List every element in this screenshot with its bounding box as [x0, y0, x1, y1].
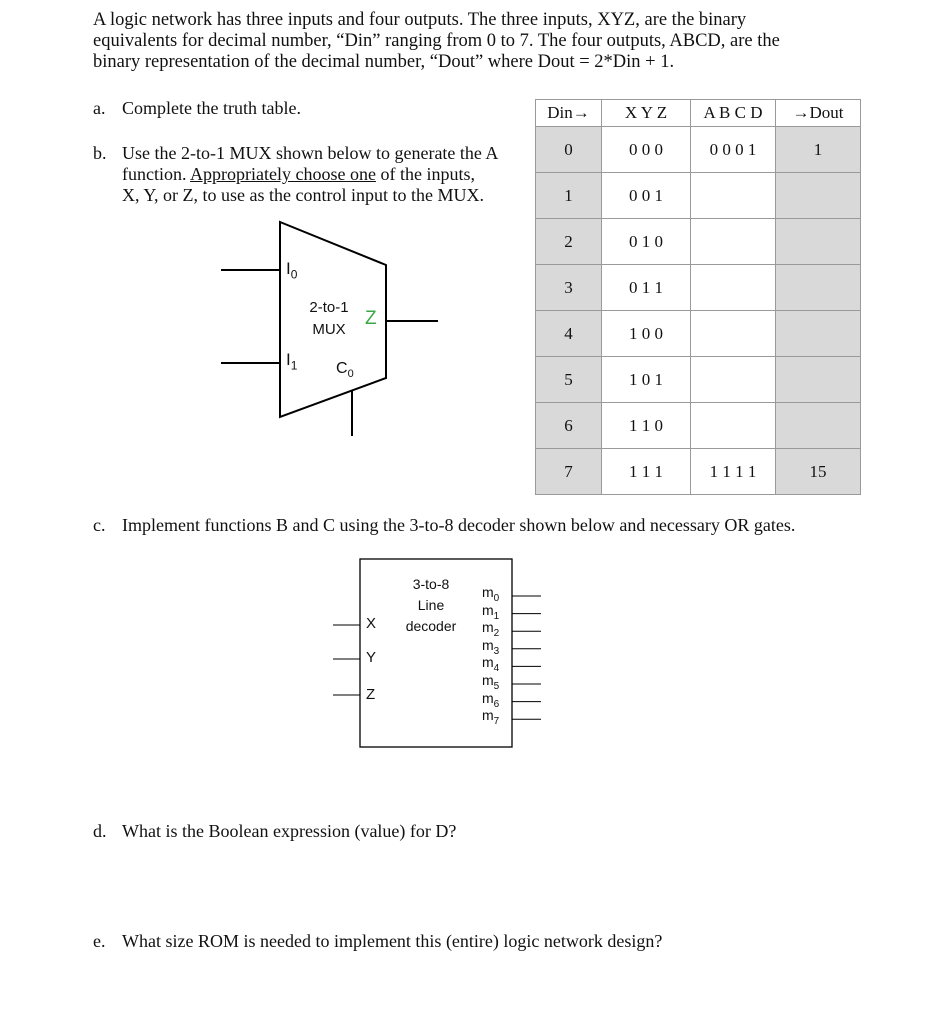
- cell-abcd: [691, 311, 776, 357]
- intro-line-3: binary representation of the decimal number, “Dout” where Dout = 2*Din + 1.: [93, 52, 675, 72]
- mux-control-label: $C_0$: [336, 360, 354, 381]
- mux-input-1-label: $I_1$: [286, 350, 298, 373]
- decoder-output-prefix: m: [482, 584, 494, 600]
- decoder-output-prefix: m: [482, 672, 494, 688]
- decoder-input-z-label: Z: [366, 686, 376, 703]
- cell-din: 5: [536, 357, 602, 403]
- decoder-output-prefix: m: [482, 689, 494, 706]
- decoder-output-index: 2: [493, 627, 500, 639]
- question-b: [93, 143, 498, 206]
- mux-title: 2-to-1 MUX: [309, 299, 349, 338]
- truth-table: [535, 99, 861, 495]
- cell-xyz: 1 1 1: [602, 449, 691, 495]
- question-d-text: What is the Boolean expression (value) for D?: [122, 821, 457, 841]
- cell-dout: [776, 311, 861, 357]
- question-d-label: d.: [93, 821, 107, 841]
- decoder-output-prefix: m: [482, 654, 494, 671]
- decoder-input-y-label: Y: [366, 649, 377, 666]
- mux-input-0-label: $I_0$: [286, 259, 298, 282]
- cell-xyz: 0 0 0: [602, 127, 691, 173]
- table-row: [536, 127, 861, 173]
- cell-abcd: 0 0 0 1: [691, 127, 776, 173]
- decoder-output-index: 1: [493, 610, 500, 622]
- decoder-output-index: 7: [493, 715, 500, 727]
- table-row: [536, 311, 861, 357]
- cell-dout: [776, 173, 861, 219]
- question-e-text: What size ROM is needed to implement this (entire) logic network design?: [122, 931, 663, 951]
- decoder-output-prefix: m: [482, 707, 494, 724]
- cell-dout: [776, 403, 861, 449]
- cell-din: 4: [536, 311, 602, 357]
- question-e: [93, 931, 662, 952]
- cell-abcd: [691, 265, 776, 311]
- decoder-output-index: 6: [493, 698, 500, 710]
- question-b-line-2-pre: function.: [122, 164, 190, 184]
- question-c: [93, 515, 795, 536]
- cell-din: 2: [536, 219, 602, 265]
- question-a: [93, 98, 301, 119]
- decoder-output-label: [482, 707, 499, 727]
- decoder-output-prefix: m: [482, 601, 494, 618]
- header-dout: →Dout: [776, 100, 861, 127]
- intro-paragraph: [93, 10, 853, 73]
- decoder-output-index: 5: [493, 680, 500, 692]
- cell-dout: 15: [776, 449, 861, 495]
- decoder-output-index: 3: [493, 645, 500, 657]
- header-xyz: X Y Z: [602, 100, 691, 127]
- cell-abcd: 1 1 1 1: [691, 449, 776, 495]
- question-b-label: b.: [93, 143, 107, 163]
- decoder-input-x-label: X: [366, 615, 377, 632]
- cell-abcd: [691, 219, 776, 265]
- cell-din: 7: [536, 449, 602, 495]
- cell-abcd: [691, 173, 776, 219]
- cell-din: 3: [536, 265, 602, 311]
- decoder-title: 3-to-8 Line decoder: [405, 576, 457, 634]
- cell-xyz: 1 1 0: [602, 403, 691, 449]
- question-d: [93, 821, 456, 842]
- table-row: [536, 173, 861, 219]
- cell-xyz: 1 0 0: [602, 311, 691, 357]
- table-row: [536, 265, 861, 311]
- cell-xyz: 1 0 1: [602, 357, 691, 403]
- cell-abcd: [691, 403, 776, 449]
- header-din: Din→: [536, 100, 602, 127]
- decoder-output-index: 0: [493, 592, 500, 604]
- question-c-text: Implement functions B and C using the 3-to-8 decoder shown below and necessary OR gates.: [122, 515, 796, 535]
- question-e-label: e.: [93, 931, 106, 951]
- table-row: [536, 403, 861, 449]
- cell-xyz: 0 1 0: [602, 219, 691, 265]
- decoder-output-prefix: m: [482, 619, 494, 636]
- question-b-line-2-post: of the inputs,: [375, 164, 475, 184]
- question-b-underlined: Appropriately choose one: [190, 164, 376, 184]
- cell-dout: 1: [776, 127, 861, 173]
- question-b-line-1: Use the 2-to-1 MUX shown below to generate the A: [122, 143, 499, 163]
- cell-din: 0: [536, 127, 602, 173]
- cell-din: 1: [536, 173, 602, 219]
- question-c-label: c.: [93, 515, 106, 535]
- cell-dout: [776, 357, 861, 403]
- header-abcd: A B C D: [691, 100, 776, 127]
- mux-output-label: Z: [365, 308, 377, 329]
- intro-line-2: equivalents for decimal number, “Din” ranging from 0 to 7. The four outputs, ABCD, are the: [93, 31, 780, 51]
- decoder-output-index: 4: [493, 663, 500, 675]
- truth-table-header-row: [536, 100, 861, 127]
- cell-din: 6: [536, 403, 602, 449]
- cell-xyz: 0 1 1: [602, 265, 691, 311]
- question-a-label: a.: [93, 98, 106, 118]
- question-a-text: Complete the truth table.: [122, 98, 301, 118]
- decoder-output-prefix: m: [482, 636, 494, 653]
- question-b-line-3: X, Y, or Z, to use as the control input to the MUX.: [122, 185, 484, 205]
- cell-abcd: [691, 357, 776, 403]
- cell-xyz: 0 0 1: [602, 173, 691, 219]
- cell-dout: [776, 219, 861, 265]
- intro-line-1: A logic network has three inputs and four outputs. The three inputs, XYZ, are the binary: [93, 10, 747, 30]
- table-row: [536, 219, 861, 265]
- table-row: [536, 357, 861, 403]
- cell-dout: [776, 265, 861, 311]
- table-row: [536, 449, 861, 495]
